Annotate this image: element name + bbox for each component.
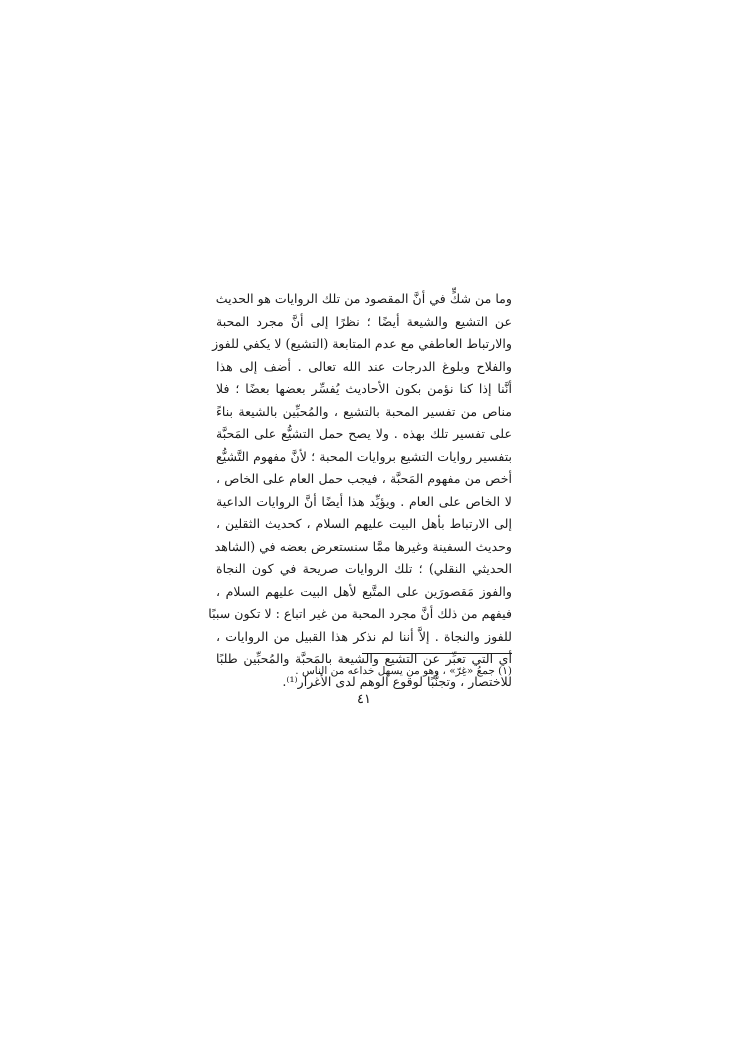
text-line: والارتباط العاطفي مع عدم المتابعة (التشيع) لا يكفي للفوز [212, 336, 512, 351]
text-line: عن التشيع والشيعة أيضًا ؛ نظرًا إلى أنَّ مجرد المحبة [216, 313, 512, 329]
text-line: فيفهم من ذلك أنَّ مجرد المحبة من غير اتباع : لا تكون سببًا [208, 606, 512, 621]
footnote: (١) جمعُ «غِرّ» ، وهو من يسهل خداعه من الناس . [295, 665, 512, 677]
text-line: للاختصار ، وتجنُّبًا لوقوع الوهم لدى الأغرار⁽¹⁾. [282, 673, 512, 689]
text-line: للفوز والنجاة . إلاَّ أننا لم نذكر هذا القبيل من الروايات ، [216, 628, 512, 644]
text-line: بتفسير روايات التشيع بروايات المحبة ؛ لأنَّ مفهوم التَّشيُّع [216, 448, 512, 464]
page-number: ٤١ [357, 692, 371, 707]
text-line: لا الخاص على العام . ويؤيِّد هذا أيضًا أنَّ الروايات الداعية [216, 493, 512, 509]
text-line: وما من شكٍّ في أنَّ المقصود من تلك الروايات هو الحديث [215, 291, 512, 306]
footnote-divider [362, 653, 512, 654]
text-line: أنَّنا إذا كنا نؤمن بكون الأحاديث يُفسِّر بعضها بعضًا ؛ فلا [216, 381, 512, 396]
text-line: على تفسير تلك بهذه . ولا يصح حمل التشيُّع على المَحبَّة [216, 426, 512, 441]
text-line: الحديثي النقلي) ؛ تلك الروايات صريحة في كون النجاة [216, 561, 512, 576]
body-paragraph [208, 288, 512, 693]
text-line: إلى الارتباط بأهل البيت عليهم السلام ، كحديث الثقلين ، [216, 516, 512, 531]
text-line: والفوز مَقصورَين على المتَّبع لأهل البيت عليهم السلام ، [216, 583, 512, 599]
text-line: أخص من مفهوم المَحبَّة ، فيجب حمل العام على الخاص ، [216, 471, 512, 486]
text-line: مناص من تفسير المحبة بالتشيع ، والمُحبِّين بالشيعة بناءً [216, 403, 512, 419]
text-line: أي التي تعبِّر عن التشيع والشيعة بالمَحبَّة والمُحبِّين طلبًا [216, 651, 512, 666]
text-line: والفلاح وبلوغ الدرجات عند الله تعالى . أضف إلى هذا [216, 358, 512, 374]
text-line: وحديث السفينة وغيرها ممَّا سنستعرض بعضه في (الشاهد [214, 538, 512, 554]
